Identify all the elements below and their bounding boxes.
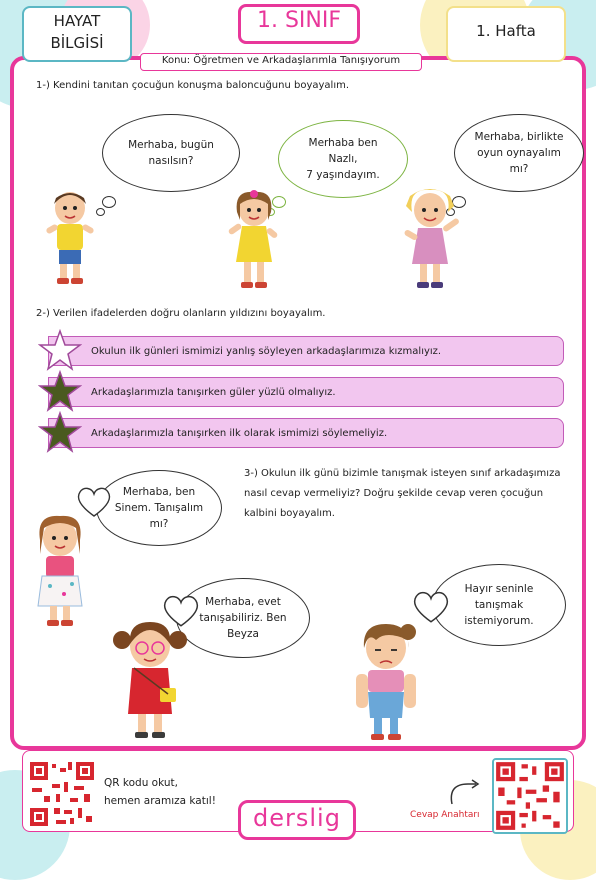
q1-bubble-1[interactable]: Merhaba, bugün nasılsın? [102,114,240,192]
curved-arrow-icon [446,778,482,808]
qr-code-join-icon[interactable] [28,760,96,828]
brand-logo[interactable]: derslig [253,804,341,832]
q1-prompt: 1-) Kendini tanıtan çocuğun konuşma baloncuğunu boyayalım. [36,80,350,91]
q2-statement-2-text: Arkadaşlarımızla tanışırken güler yüzlü olmalıyız. [91,386,336,398]
q2-prompt: 2-) Verilen ifadelerden doğru olanların yıldızını boyayalım. [36,308,326,319]
q2-star-3-icon[interactable] [38,411,82,455]
girl-sinem-illustration [30,514,90,630]
q3-bubble-1: Merhaba, ben Sinem. Tanışalım mı? [96,470,222,546]
q2-star-1-icon[interactable] [38,329,82,373]
thought-dot [102,196,116,208]
q2-statement-1-text: Okulun ilk günleri ismimizi yanlış söyleyen arkadaşlarımıza kızmalıyız. [91,345,442,357]
answer-key-label: Cevap Anahtarı [410,810,480,820]
qr-join-text: QR kodu okut, hemen aramıza katıl! [104,777,216,807]
q2-statement-3 [48,418,564,448]
qr-code-answer-key-icon[interactable] [492,758,568,834]
girl-blonde-illustration [400,188,464,294]
q3-prompt: 3-) Okulun ilk günü bizimle tanışmak isteyen sınıf arkadaşımıza nasıl cevap vermeliyiz? Doğru şekilde cevap veren çocuğun kalbini boyayalım. [244,468,561,519]
q1-bubble-3[interactable]: Merhaba, birlikte oyun oynayalım mı? [454,114,584,192]
week-label: 1. Hafta [476,22,536,40]
q2-statement-1 [48,336,564,366]
q2-statement-3-text: Arkadaşlarımızla tanışırken ilk olarak ismimizi söylemeliyiz. [91,427,388,439]
q2-star-2-icon[interactable] [38,370,82,414]
boy-illustration [40,188,100,288]
subject-title: HAYAT BİLGİSİ [50,12,104,52]
girl-nazli-illustration [224,190,284,294]
girl-sad-illustration [346,618,426,746]
q3-bubble-2: Merhaba, evet tanışabiliriz. Ben Beyza [176,578,310,658]
q2-statement-2 [48,377,564,407]
q3-bubble-3: Hayır seninle tanışmak istemiyorum. [432,564,566,646]
topic-text: Konu: Öğretmen ve Arkadaşlarımla Tanışıyorum [161,55,401,66]
q1-bubble-2[interactable]: Merhaba ben Nazlı, 7 yaşındayım. [278,120,408,198]
grade-title: 1. SINIF [256,8,342,33]
girl-beyza-illustration [110,616,190,746]
